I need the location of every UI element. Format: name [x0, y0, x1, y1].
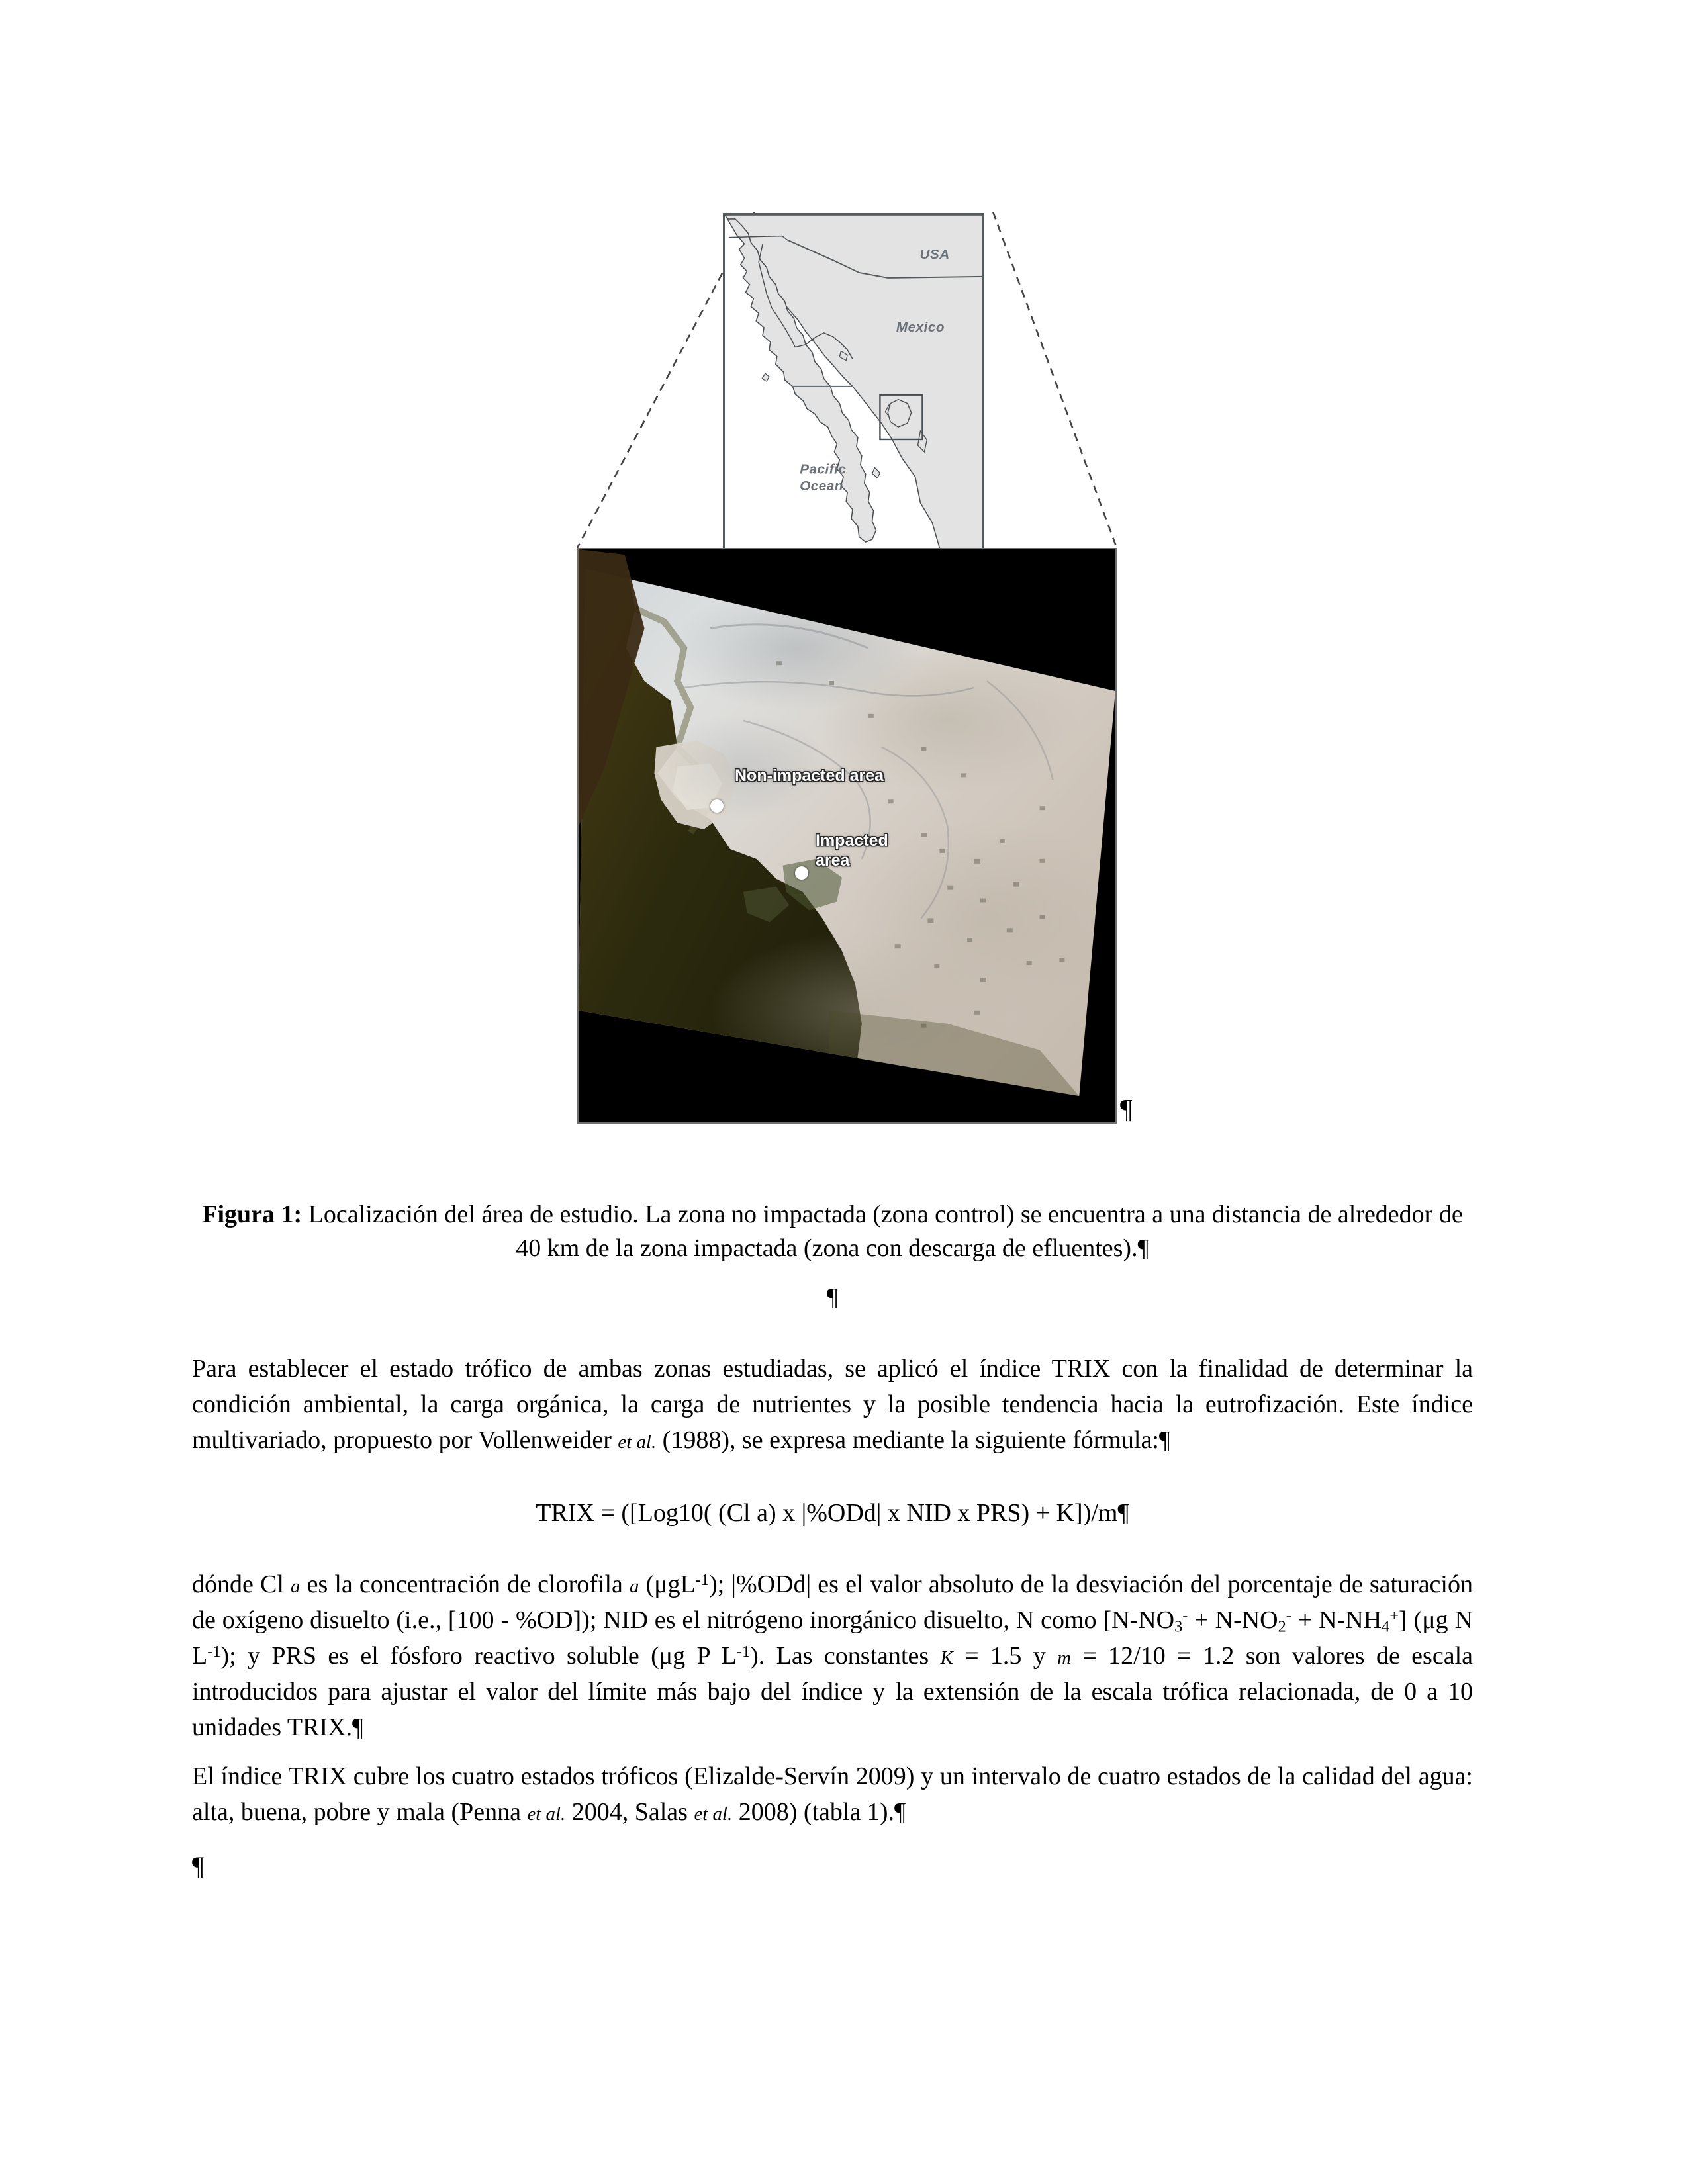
p2-sub-no2: 2	[1278, 1617, 1286, 1636]
inset-label-pacific-2: Ocean	[800, 478, 843, 494]
marker-point-non-impacted	[710, 799, 724, 813]
p3-c: 2008) (tabla 1).¶	[732, 1797, 906, 1826]
p3-etal-salas: et al.	[694, 1803, 733, 1825]
p2-h: ); y PRS es el fósforo reactivo soluble (μg P L	[220, 1641, 737, 1670]
trix-formula-text: TRIX = ([Log10( (Cl a) x |%ODd| x NID x PRS) + K])/m¶	[536, 1499, 1129, 1527]
p3-b: 2004, Salas	[565, 1797, 694, 1826]
figure-caption-text: Localización del área de estudio. La zona no impactada (zona control) se encuentra a una distancia de alrededor de 40 km de la zona impactada (zona con descarga de efluentes).¶	[302, 1201, 1463, 1262]
p2-ital-chl-a: a	[630, 1576, 639, 1597]
p2-sup-nh4: +	[1389, 1606, 1399, 1625]
trix-formula	[192, 1496, 1473, 1531]
figure-caption	[192, 1198, 1473, 1265]
inset-label-pacific-1: Pacific	[800, 461, 847, 477]
satellite-image	[577, 548, 1117, 1124]
marker-label-impacted-line2: area	[816, 851, 850, 870]
p2-sup-ugl: -1	[695, 1570, 710, 1589]
p2-f: + N-NH	[1291, 1606, 1382, 1634]
paragraph-trix-states	[192, 1759, 1473, 1831]
paragraph-variable-definitions	[192, 1567, 1473, 1746]
marker-point-impacted	[795, 866, 808, 880]
p2-ital-cl-a: a	[291, 1576, 301, 1597]
p3-a: El índice TRIX cubre los cuatro estados tróficos (Elizalde-Servín 2009) y un intervalo de cuatro estados de la calidad del agua: alta, buena, pobre y mala (Penna	[192, 1762, 1473, 1826]
p2-a: dónde Cl	[192, 1570, 291, 1598]
paragraph-trix-intro	[192, 1351, 1473, 1459]
inset-label-usa: USA	[919, 247, 950, 263]
p2-e: + N-NO	[1188, 1606, 1278, 1634]
p1-text-b: (1988), se expresa mediante la siguiente fórmula:¶	[656, 1426, 1171, 1454]
p2-const-k: K	[940, 1647, 953, 1668]
p1-text-a: Para establecer el estado trófico de ambas zonas estudiadas, se aplicó el índice TRIX con la finalidad de determinar la condición ambiental, la carga orgánica, la carga de nutrientes y la posible tendencia hacia la eutrofización. Este índice multivariado, propuesto por Vollenweider	[192, 1355, 1473, 1454]
p2-b: es la concentración de clorofila	[300, 1570, 630, 1598]
p2-sub-no3: 3	[1174, 1617, 1183, 1636]
p2-l: = 12/10 = 1.2 son valores de escala introducidos para ajustar el valor del límite más bajo del índice y la extensión de la escala trófica relacionada, de 0 a 10 unidades TRIX.¶	[192, 1641, 1473, 1741]
p2-const-m: m	[1057, 1647, 1071, 1668]
marker-label-impacted-line1: Impacted	[816, 831, 888, 850]
p2-c: (μgL	[639, 1570, 696, 1598]
p2-d: ); |%ODd| es el valor absoluto de la desviación del porcentaje de saturación de oxígeno disuelto (i.e., [100 - %OD]); NID es el nitrógeno inorgánico disuelto, N como [N-NO	[192, 1570, 1473, 1634]
p1-etal: et al.	[618, 1431, 657, 1453]
pilcrow-after-figure: ¶	[1120, 1093, 1133, 1124]
p2-sup-no3: -	[1182, 1606, 1188, 1625]
p2-i: ). Las constantes	[750, 1641, 941, 1670]
inset-label-mexico: Mexico	[896, 319, 945, 335]
figure-caption-label: Figura 1:	[202, 1201, 303, 1228]
p2-sup-ugpl: -1	[736, 1642, 751, 1661]
marker-label-non-impacted: Non-impacted area	[735, 766, 884, 785]
p2-sup-no2: -	[1286, 1606, 1291, 1625]
blank-paragraph	[192, 1281, 1473, 1314]
pilcrow-trailing: ¶	[192, 1851, 205, 1881]
p2-sub-nh4: 4	[1382, 1617, 1390, 1636]
pilcrow-blank: ¶	[826, 1283, 839, 1311]
p2-j: = 1.5 y	[953, 1641, 1058, 1670]
p3-etal-penna: et al.	[527, 1803, 566, 1825]
p2-sup-ugnl: -1	[207, 1642, 221, 1661]
p2-g: ] (μg N L	[192, 1606, 1474, 1670]
inset-locator-map	[723, 213, 984, 551]
